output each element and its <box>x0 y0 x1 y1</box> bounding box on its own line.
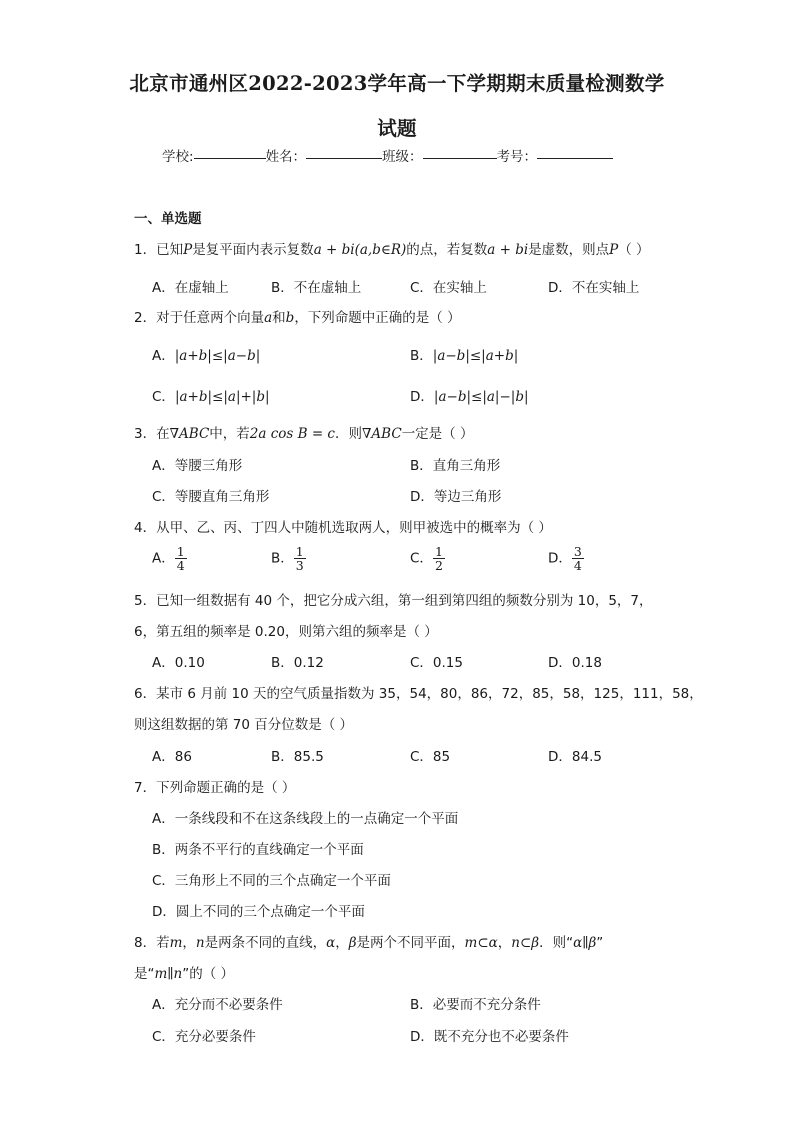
question-5-stem-line2: 6，第五组的频率是 0.20，则第六组的频率是（ ） <box>134 624 438 640</box>
school-label: 学校: <box>162 149 194 165</box>
school-blank[interactable] <box>194 145 266 159</box>
question-7-stem: 7．下列命题正确的是（ ） <box>134 780 296 796</box>
question-3-option-a: A．等腰三角形 <box>152 458 243 474</box>
question-8-option-a: A．充分而不必要条件 <box>152 997 283 1013</box>
question-8-stem-line1: 8．若m，n是两条不同的直线，α，β是两个不同平面，m⊂α，n⊂β．则“α∥β” <box>134 935 604 951</box>
question-1-option-b: B．不在虚轴上 <box>271 280 362 296</box>
question-3-option-c: C．等腰直角三角形 <box>152 489 270 505</box>
question-7-option-d: D．圆上不同的三个点确定一个平面 <box>152 904 365 920</box>
question-6-option-b: B．85.5 <box>271 749 324 765</box>
question-4-option-b: B． $\frac{1}{3}$ <box>271 544 304 573</box>
section-heading: 一、单选题 <box>134 211 202 227</box>
question-5-option-a: A．0.10 <box>152 655 205 671</box>
question-8-option-d: D．既不充分也不必要条件 <box>410 1029 569 1045</box>
question-5-stem-line1: 5．已知一组数据有 40 个，把它分成六组，第一组到第四组的频数分别为 10，5，7， <box>134 593 653 609</box>
question-7-option-c: C．三角形上不同的三个点确定一个平面 <box>152 873 391 889</box>
question-5-option-c: C．0.15 <box>410 655 463 671</box>
question-6-option-a: A．86 <box>152 749 192 765</box>
number-label: 考号： <box>496 149 538 165</box>
question-1-option-a: A．在虚轴上 <box>152 280 229 296</box>
question-6-stem-line1: 6．某市 6 月前 10 天的空气质量指数为 35，54，80，86，72，85，58，125，111，58， <box>134 686 703 702</box>
name-label: 姓名： <box>265 149 307 165</box>
student-info-row <box>162 145 613 165</box>
question-3-option-d: D．等边三角形 <box>410 489 502 505</box>
question-6-stem-line2: 则这组数据的第 70 百分位数是（ ） <box>134 717 354 733</box>
question-2-option-a: A．|a+b|≤|a−b| <box>152 348 261 364</box>
question-3-option-b: B．直角三角形 <box>410 458 501 474</box>
question-4-option-c: C． $\frac{1}{2}$ <box>410 544 443 573</box>
question-2-option-b: B．|a−b|≤|a+b| <box>410 348 519 364</box>
question-4-option-d: D． $\frac{3}{4}$ <box>548 544 582 573</box>
question-5-option-d: D．0.18 <box>548 655 602 671</box>
question-7-option-a: A．一条线段和不在这条线段上的一点确定一个平面 <box>152 811 459 827</box>
question-6-option-d: D．84.5 <box>548 749 602 765</box>
question-2-option-c: C．|a+b|≤|a|+|b| <box>152 389 270 405</box>
exam-title-line2: 试题 <box>377 117 417 140</box>
question-2-option-d: D．|a−b|≤|a|−|b| <box>410 389 529 405</box>
question-3-stem: 3．在∇ABC中，若2a cos B = c．则∇ABC一定是（ ） <box>134 426 474 442</box>
class-label: 班级： <box>382 149 423 165</box>
question-4-stem: 4．从甲、乙、丙、丁四人中随机选取两人，则甲被选中的概率为（ ） <box>134 520 552 536</box>
question-1-option-d: D．不在实轴上 <box>548 280 640 296</box>
question-7-option-b: B．两条不平行的直线确定一个平面 <box>152 842 364 858</box>
number-blank[interactable] <box>537 145 613 159</box>
question-2-stem: 2．对于任意两个向量a和b，下列命题中正确的是（ ） <box>134 310 461 326</box>
exam-title-line1: 北京市通州区2022-2023学年高一下学期期末质量检测数学 <box>129 72 665 95</box>
question-4-option-a: A． $\frac{1}{4}$ <box>152 544 185 573</box>
question-8-option-c: C．充分必要条件 <box>152 1029 256 1045</box>
question-8-option-b: B．必要而不充分条件 <box>410 997 541 1013</box>
question-1-option-c: C．在实轴上 <box>410 280 487 296</box>
question-8-stem-line2: 是“m∥n”的（ ） <box>134 966 235 982</box>
question-6-option-c: C．85 <box>410 749 451 765</box>
class-blank[interactable] <box>423 145 497 159</box>
question-1-stem: 1．已知P是复平面内表示复数a + bi(a,b∈R)的点，若复数a + bi是虚数，则点P（ ） <box>134 242 650 258</box>
name-blank[interactable] <box>306 145 382 159</box>
question-5-option-b: B．0.12 <box>271 655 324 671</box>
